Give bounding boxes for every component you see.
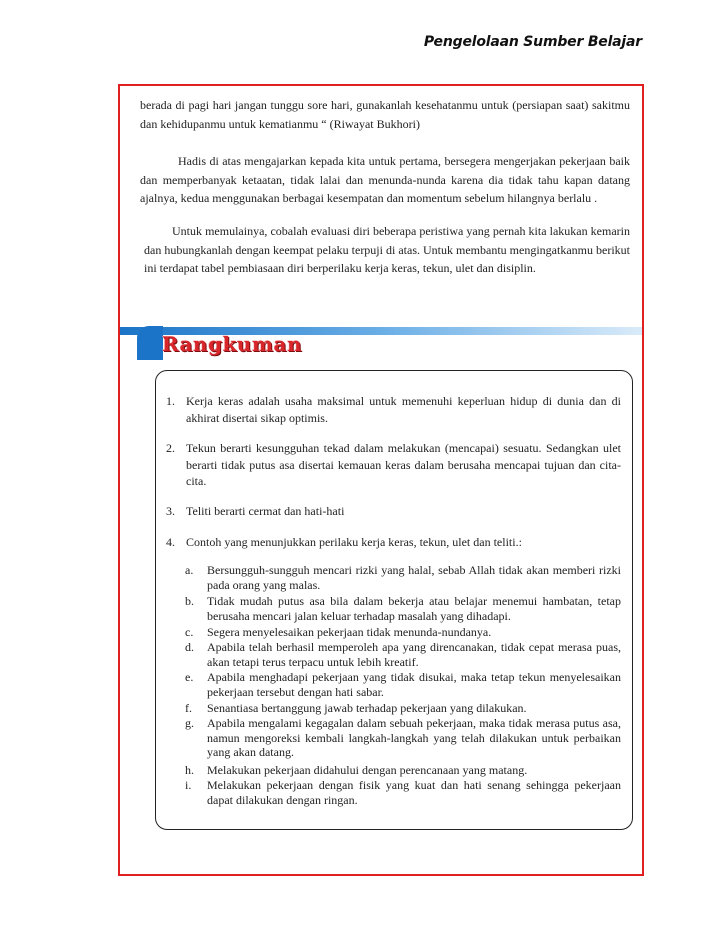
subitem-letter: f.	[185, 701, 192, 715]
subitem-d	[185, 640, 621, 669]
subitem-text: Apabila mengalami kegagalan dalam sebuah pekerjaan, maka tidak merasa putus asa, namun mengoreksi kembali langkah-langkah yang telah dilakukan untuk perbaikan yang akan datang.	[207, 716, 621, 760]
subitem-i	[185, 778, 621, 807]
subitem-letter: d.	[185, 640, 194, 654]
item-number: 2.	[166, 441, 175, 455]
subitem-text: Apabila menghadapi pekerjaan yang tidak disukai, maka tetap tekun menyelesaikan pekerjaan tersebut dengan hati sabar.	[207, 670, 621, 699]
subitem-f	[185, 701, 621, 716]
item-text: Teliti berarti cermat dan hati-hati	[186, 504, 345, 518]
paragraph-2: Hadis di atas mengajarkan kepada kita untuk pertama, bersegera mengerjakan pekerjaan baik dan memperbanyak ketaatan, tidak lalai dan menunda-nunda karena dia tidak tahu kapan datang ajalnya, kedua menggunakan berbagai kesempatan dan momentum sebelum hilangnya berlalu .	[140, 154, 630, 205]
subitem-text: Melakukan pekerjaan dengan fisik yang kuat dan hati senang sehingga pekerjaan dapat dilakukan dengan ringan.	[207, 778, 621, 807]
item-text: Kerja keras adalah usaha maksimal untuk memenuhi keperluan hidup di dunia dan di akhirat disertai sikap optimis.	[186, 394, 621, 425]
summary-item-3	[166, 503, 621, 520]
running-header: Pengelolaan Sumber Belajar	[423, 34, 642, 50]
summary-title: Rangkuman	[162, 332, 303, 356]
item-number: 3.	[166, 504, 175, 518]
item-number: 1.	[166, 394, 175, 408]
paragraph-1: berada di pagi hari jangan tunggu sore hari, gunakanlah kesehatanmu untuk (persiapan saat) sakitmu dan kehidupanmu untuk kematianmu “ (Riwayat Bukhori)	[140, 98, 630, 131]
item-text: Tekun berarti kesungguhan tekad dalam melakukan (mencapai) sesuatu. Sedangkan ulet berarti tidak putus asa disertai kemauan keras dalam berusaha mencapai tujuan dan cita-cita.	[186, 441, 621, 488]
banner-tab	[137, 326, 163, 360]
subitem-e	[185, 670, 621, 699]
summary-item-2	[166, 440, 621, 490]
subitem-letter: b.	[185, 594, 194, 608]
subitem-text: Senantiasa bertanggung jawab terhadap pekerjaan yang dilakukan.	[207, 701, 527, 715]
subitem-h	[185, 763, 621, 778]
subitem-letter: i.	[185, 778, 192, 792]
subitem-c	[185, 625, 621, 640]
subitem-b	[185, 594, 621, 623]
subitem-text: Segera menyelesaikan pekerjaan tidak menunda-nundanya.	[207, 625, 492, 639]
subitem-g	[185, 716, 621, 760]
subitem-letter: e.	[185, 670, 194, 684]
summary-item-4	[166, 534, 621, 551]
subitem-text: Bersungguh-sungguh mencari rizki yang halal, sebab Allah tidak akan memberi rizki pada orang yang malas.	[207, 563, 621, 592]
subitem-text: Apabila telah berhasil memperoleh apa yang direncanakan, tidak cepat merasa puas, akan tetapi terus terpacu untuk lebih kreatif.	[207, 640, 621, 669]
item-number: 4.	[166, 535, 175, 549]
subitem-a	[185, 563, 621, 592]
subitem-text: Melakukan pekerjaan didahului dengan perencanaan yang matang.	[207, 763, 528, 777]
summary-item-1	[166, 393, 621, 426]
paragraph-3: Untuk memulainya, cobalah evaluasi diri beberapa peristiwa yang pernah kita lakukan kemarin dan hubungkanlah dengan keempat pelaku terpuji di atas. Untuk membantu mengingatkanmu berikut ini terdapat tabel pembiasaan diri berperilaku kerja keras, tekun, ulet dan disiplin.	[144, 224, 630, 275]
subitem-letter: a.	[185, 563, 194, 577]
subitem-letter: h.	[185, 763, 194, 777]
subitem-text: Tidak mudah putus asa bila dalam bekerja atau belajar menemui hambatan, tetap berusaha mencari jalan keluar terhadap masalah yang dihadapi.	[207, 594, 621, 623]
subitem-letter: c.	[185, 625, 194, 639]
subitem-letter: g.	[185, 716, 194, 730]
item-text: Contoh yang menunjukkan perilaku kerja keras, tekun, ulet dan teliti.:	[186, 535, 522, 549]
